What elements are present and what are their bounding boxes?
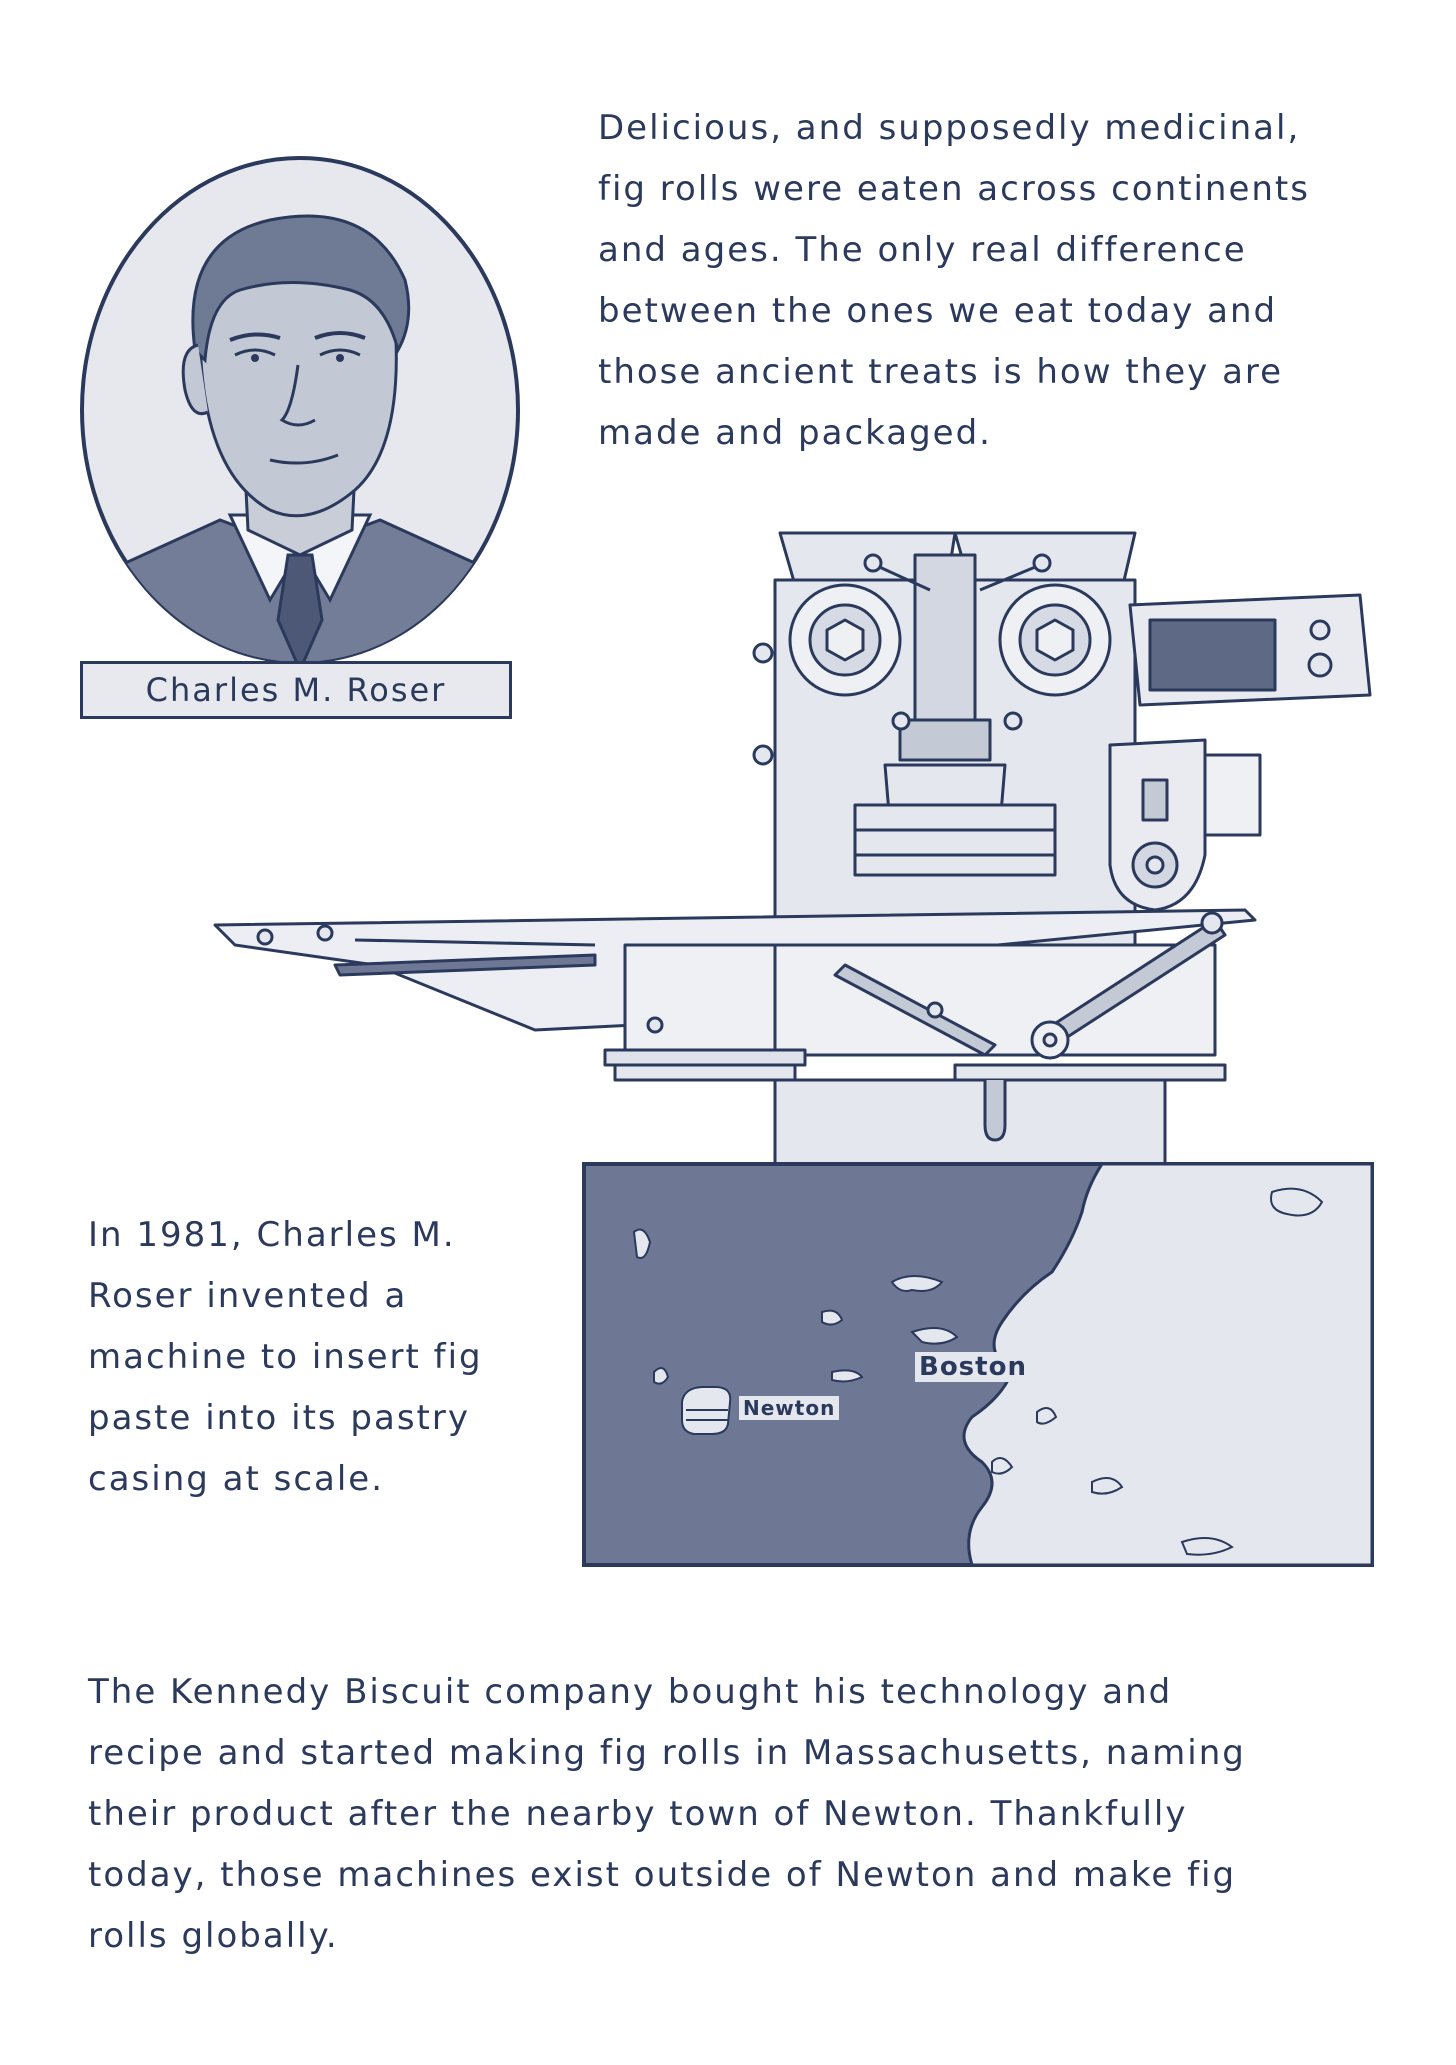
intro-line: between the ones we eat today and [598, 291, 1278, 331]
invention-paragraph [88, 1205, 558, 1510]
invention-line: In 1981, Charles M. [88, 1215, 456, 1255]
intro-line: made and packaged. [598, 413, 992, 453]
closing-line: their product after the nearby town of Newton. Thankfully [88, 1794, 1188, 1834]
closing-paragraph [88, 1662, 1388, 1967]
intro-line: and ages. The only real difference [598, 230, 1247, 270]
invention-line: Roser invented a [88, 1276, 408, 1316]
invention-line: machine to insert fig [88, 1337, 483, 1377]
closing-line: The Kennedy Biscuit company bought his technology and [88, 1672, 1173, 1712]
left-tray [615, 1065, 795, 1080]
closing-line: today, those machines exist outside of Newton and make fig [88, 1855, 1237, 1895]
right-tray [955, 1065, 1225, 1080]
invention-line: paste into its pastry [88, 1398, 470, 1438]
intro-line: fig rolls were eaten across continents [598, 169, 1310, 209]
intro-line: Delicious, and supposedly medicinal, [598, 108, 1301, 148]
control-screen [1150, 620, 1275, 690]
fig-roll-icon [682, 1387, 730, 1434]
closing-line: recipe and started making fig rolls in Massachusetts, naming [88, 1733, 1246, 1773]
boston-label: Boston [915, 1352, 1031, 1382]
intro-paragraph [598, 98, 1418, 464]
closing-line: rolls globally. [88, 1916, 339, 1956]
newton-label: Newton [739, 1396, 839, 1420]
portrait-caption: Charles M. Roser [80, 661, 512, 719]
intro-line: those ancient treats is how they are [598, 352, 1284, 392]
fig-roll-machine-illustration [195, 525, 1425, 1185]
invention-line: casing at scale. [88, 1459, 385, 1499]
